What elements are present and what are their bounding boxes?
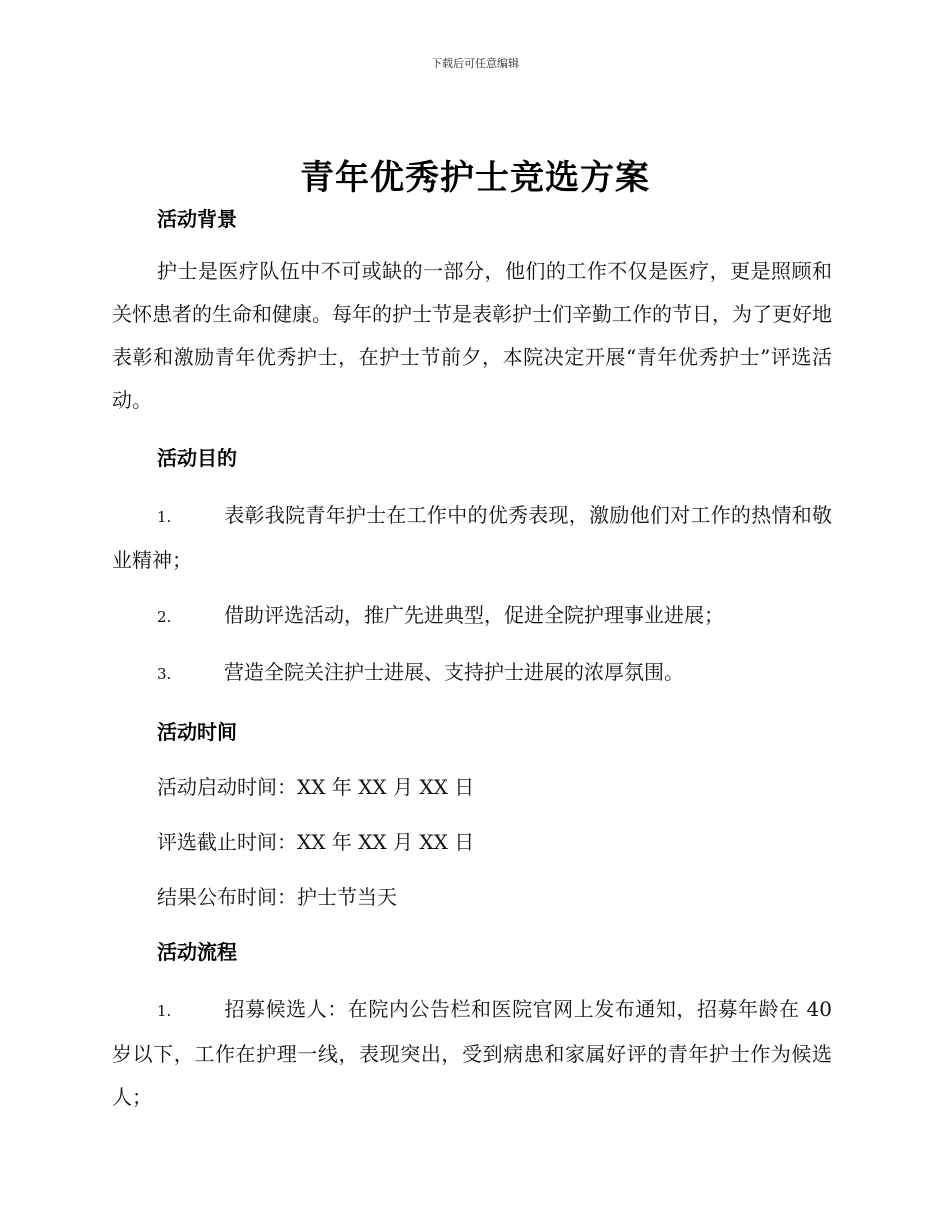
- document-body: [112, 200, 832, 1119]
- section-heading-purpose: 活动目的: [157, 446, 237, 470]
- list-item-text: 营造全院关注护士进展、支持护士进展的浓厚氛围。: [224, 660, 684, 684]
- purpose-item: [112, 494, 832, 582]
- document-title: 青年优秀护士竞选方案: [300, 158, 650, 198]
- list-number: 1.: [157, 1002, 172, 1020]
- background-paragraph: 护士是医疗队伍中不可或缺的一部分，他们的工作不仅是医疗，更是照顾和关怀患者的生命和健康。每年的护士节是表彰护士们辛勤工作的节日，为了更好地表彰和激励青年优秀护士，在护士节前夕，本院决定开展“青年优秀护士”评选活动。: [112, 259, 832, 412]
- time-line-announce: 结果公布时间：护士节当天: [157, 885, 397, 909]
- list-item-text: 招募候选人：在院内公告栏和医院官网上发布通知，招募年龄在 40 岁以下，工作在护理一线，表现突出，受到病患和家属好评的青年护士作为候选人；: [112, 997, 832, 1109]
- time-line-deadline: 评选截止时间：XX 年 XX 月 XX 日: [157, 830, 475, 854]
- process-item: [112, 988, 832, 1119]
- list-item-text: 表彰我院青年护士在工作中的优秀表现，激励他们对工作的热情和敬业精神；: [112, 503, 832, 572]
- section-heading-time: 活动时间: [157, 720, 237, 744]
- list-number: 2.: [157, 608, 172, 626]
- section-heading-process: 活动流程: [157, 940, 237, 964]
- section-heading-background: 活动背景: [157, 207, 237, 231]
- time-line-start: 活动启动时间：XX 年 XX 月 XX 日: [157, 775, 475, 799]
- list-item-text: 借助评选活动，推广先进典型，促进全院护理事业进展；: [224, 603, 724, 627]
- purpose-item: [112, 651, 832, 696]
- purpose-item: [112, 594, 832, 639]
- list-number: 1.: [157, 508, 172, 526]
- page-header-note: 下载后可任意编辑: [431, 57, 519, 70]
- list-number: 3.: [157, 665, 172, 683]
